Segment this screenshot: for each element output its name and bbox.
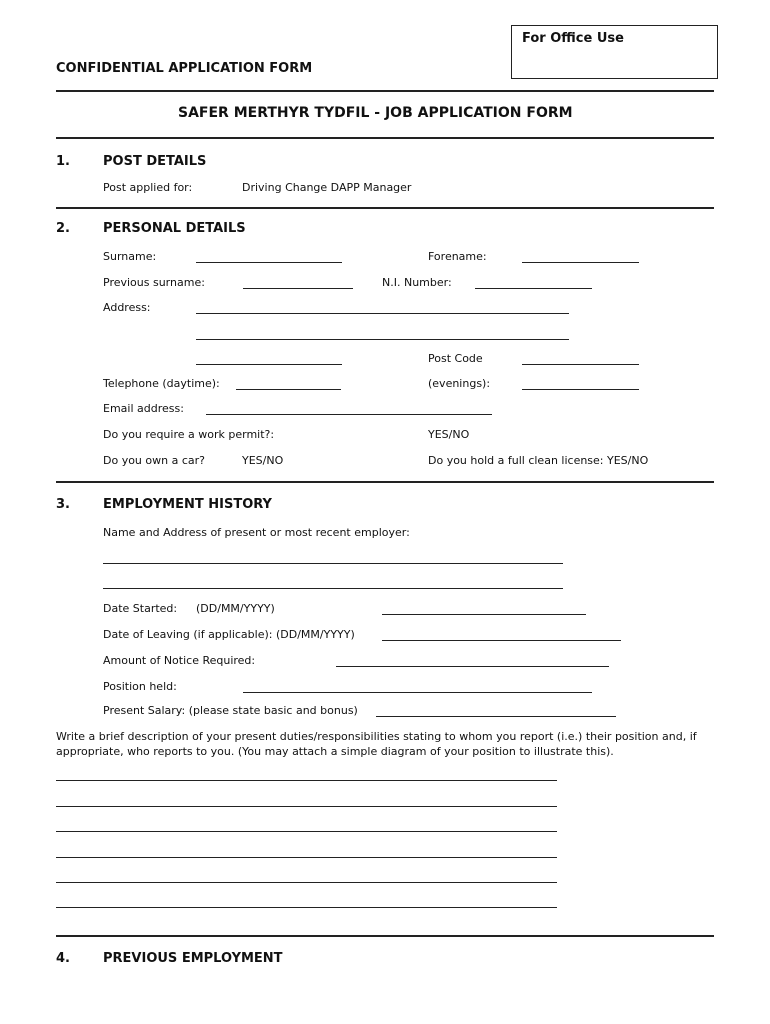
surname-label: Surname: <box>103 250 157 263</box>
duties-field-line-1[interactable] <box>56 780 557 781</box>
telephone-evening-label: (evenings): <box>428 377 491 390</box>
employer-field-line-1[interactable] <box>103 563 563 564</box>
email-label: Email address: <box>103 402 184 415</box>
telephone-evening-field[interactable] <box>522 389 639 390</box>
telephone-day-label: Telephone (daytime): <box>103 377 220 390</box>
section-3-number: 3. <box>56 497 70 512</box>
date-leaving-field[interactable] <box>382 640 621 641</box>
email-field[interactable] <box>206 414 492 415</box>
section-1-number: 1. <box>56 154 70 169</box>
date-started-field[interactable] <box>382 614 586 615</box>
section-2-heading: PERSONAL DETAILS <box>103 221 246 236</box>
date-started-format: (DD/MM/YYYY) <box>196 602 275 615</box>
divider <box>56 935 714 937</box>
duties-field-line-6[interactable] <box>56 907 557 908</box>
own-car-label: Do you own a car? <box>103 454 205 467</box>
duties-field-line-4[interactable] <box>56 857 557 858</box>
ni-number-field[interactable] <box>475 288 592 289</box>
previous-surname-label: Previous surname: <box>103 276 205 289</box>
surname-field[interactable] <box>196 262 342 263</box>
date-leaving-label: Date of Leaving (if applicable): (DD/MM/YYYY) <box>103 628 355 641</box>
employer-field-line-2[interactable] <box>103 588 563 589</box>
post-applied-value: Driving Change DAPP Manager <box>242 181 412 194</box>
divider <box>56 137 714 139</box>
date-started-label: Date Started: <box>103 602 178 615</box>
salary-field[interactable] <box>376 716 616 717</box>
divider <box>56 90 714 92</box>
duties-field-line-3[interactable] <box>56 831 557 832</box>
office-use-box <box>511 25 718 79</box>
telephone-day-field[interactable] <box>236 389 341 390</box>
office-use-label: For Office Use <box>522 31 624 46</box>
section-4-heading: PREVIOUS EMPLOYMENT <box>103 951 283 966</box>
post-code-field[interactable] <box>522 364 639 365</box>
address-field-line-2[interactable] <box>196 339 569 340</box>
employer-label: Name and Address of present or most recent employer: <box>103 526 410 539</box>
section-1-heading: POST DETAILS <box>103 154 207 169</box>
divider <box>56 207 714 209</box>
address-field-line-1[interactable] <box>196 313 569 314</box>
address-label: Address: <box>103 301 151 314</box>
position-field[interactable] <box>243 692 592 693</box>
notice-label: Amount of Notice Required: <box>103 654 256 667</box>
salary-label: Present Salary: (please state basic and bonus) <box>103 704 358 717</box>
section-3-heading: EMPLOYMENT HISTORY <box>103 497 272 512</box>
post-code-label: Post Code <box>428 352 483 365</box>
post-applied-label: Post applied for: <box>103 181 193 194</box>
duties-field-line-2[interactable] <box>56 806 557 807</box>
position-label: Position held: <box>103 680 177 693</box>
page-title: SAFER MERTHYR TYDFIL - JOB APPLICATION FORM <box>178 105 573 121</box>
license-question[interactable]: Do you hold a full clean license: YES/NO <box>428 454 649 467</box>
section-4-number: 4. <box>56 951 70 966</box>
divider <box>56 481 714 483</box>
notice-field[interactable] <box>336 666 609 667</box>
duties-description-instruction: Write a brief description of your present duties/responsibilities stating to whom you report (i.e.) their position and, if appropriate, who reports to you. (You may attach a simple diagram of your position to illustrate this). <box>56 730 697 758</box>
forename-field[interactable] <box>522 262 639 263</box>
address-field-line-3[interactable] <box>196 364 342 365</box>
own-car-answer[interactable]: YES/NO <box>242 454 284 467</box>
section-2-number: 2. <box>56 221 70 236</box>
previous-surname-field[interactable] <box>243 288 353 289</box>
confidential-label: CONFIDENTIAL APPLICATION FORM <box>56 61 313 76</box>
work-permit-label: Do you require a work permit?: <box>103 428 275 441</box>
forename-label: Forename: <box>428 250 487 263</box>
work-permit-answer[interactable]: YES/NO <box>428 428 470 441</box>
ni-number-label: N.I. Number: <box>382 276 452 289</box>
duties-field-line-5[interactable] <box>56 882 557 883</box>
